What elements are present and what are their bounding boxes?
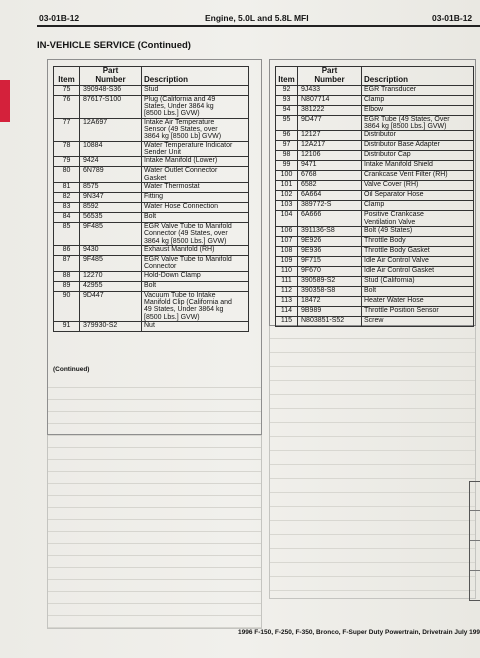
part-number-cell: 9D477	[298, 115, 362, 131]
table-row	[276, 85, 474, 95]
table-row	[54, 157, 249, 167]
item-cell: 112	[276, 286, 298, 296]
part-number-cell: 9F715	[298, 256, 362, 266]
part-number-cell: 9D447	[80, 291, 142, 321]
item-cell: 106	[276, 226, 298, 236]
description-cell: Distributor Base Adapter	[362, 141, 474, 151]
description-cell: Clamp	[362, 95, 474, 105]
adjacent-page-line	[470, 510, 480, 511]
description-cell: Fitting	[142, 193, 249, 203]
table-row	[276, 226, 474, 236]
item-cell: 95	[276, 115, 298, 131]
description-cell: Stud (California)	[362, 276, 474, 286]
part-number-cell: 6582	[298, 181, 362, 191]
table-row	[276, 276, 474, 286]
description-cell: Bolt	[142, 281, 249, 291]
table-row	[276, 306, 474, 316]
part-number-cell: 9B989	[298, 306, 362, 316]
description-cell: Idle Air Control Valve	[362, 256, 474, 266]
part-number-cell: 12270	[80, 271, 142, 281]
left-table-body	[54, 85, 249, 332]
item-cell: 101	[276, 181, 298, 191]
part-number-cell: 12A697	[80, 118, 142, 141]
part-number-cell: 9F485	[80, 223, 142, 246]
table-row	[276, 151, 474, 161]
item-cell: 79	[54, 157, 80, 167]
part-number-cell: 9430	[80, 246, 142, 256]
part-number-cell: 8592	[80, 203, 142, 213]
part-number-cell: 9F670	[298, 266, 362, 276]
item-cell: 88	[54, 271, 80, 281]
description-cell: Screw	[362, 316, 474, 326]
table-row	[54, 141, 249, 157]
adjacent-page-line	[470, 570, 480, 571]
table-row	[276, 105, 474, 115]
right-table-body	[276, 85, 474, 326]
description-cell: Throttle Position Sensor	[362, 306, 474, 316]
description-cell: Intake Air Temperature Sensor (49 States, over 3864 kg [8500 Lb] GVW)	[142, 118, 249, 141]
page-header-title: Engine, 5.0L and 5.8L MFI	[205, 13, 309, 23]
description-cell: Intake Manifold Shield	[362, 161, 474, 171]
item-cell: 91	[54, 322, 80, 332]
column-header-item: Item	[54, 67, 80, 86]
table-row	[54, 271, 249, 281]
table-row	[276, 316, 474, 326]
table-row	[276, 131, 474, 141]
part-number-cell: 12106	[298, 151, 362, 161]
item-cell: 109	[276, 256, 298, 266]
item-cell: 84	[54, 213, 80, 223]
table-header-row	[54, 67, 249, 86]
description-cell: Heater Water Hose	[362, 296, 474, 306]
part-number-cell: 12127	[298, 131, 362, 141]
item-cell: 92	[276, 85, 298, 95]
continued-label: (Continued)	[53, 366, 90, 373]
table-row	[54, 118, 249, 141]
description-cell: Oil Separator Hose	[362, 191, 474, 201]
adjacent-page-edge	[469, 481, 480, 601]
item-cell: 100	[276, 171, 298, 181]
description-cell: Water Outlet Connector Gasket	[142, 167, 249, 183]
item-cell: 82	[54, 193, 80, 203]
part-number-cell: 9E936	[298, 246, 362, 256]
item-cell: 99	[276, 161, 298, 171]
item-cell: 87	[54, 256, 80, 272]
description-cell: Distributor	[362, 131, 474, 141]
description-cell: EGR Transducer	[362, 85, 474, 95]
item-cell: 108	[276, 246, 298, 256]
item-cell: 81	[54, 183, 80, 193]
table-row	[54, 193, 249, 203]
table-row	[276, 296, 474, 306]
item-cell: 83	[54, 203, 80, 213]
section-tab-marker	[0, 80, 10, 122]
part-number-cell: 9F485	[80, 256, 142, 272]
description-cell: Throttle Body Gasket	[362, 246, 474, 256]
bleed-through-area-right	[269, 325, 476, 599]
column-header-part-number: Part Number	[298, 67, 362, 86]
page-number-right: 03-01B-12	[432, 13, 473, 23]
table-row	[54, 213, 249, 223]
table-row	[54, 256, 249, 272]
description-cell: Nut	[142, 322, 249, 332]
description-cell: Idle Air Control Gasket	[362, 266, 474, 276]
description-cell: Bolt	[362, 286, 474, 296]
item-cell: 113	[276, 296, 298, 306]
part-number-cell: 381222	[298, 105, 362, 115]
description-cell: Vacuum Tube to Intake Manifold Clip (California and 49 States, Under 3864 kg [8500 Lbs.] GVW)	[142, 291, 249, 321]
table-row	[276, 246, 474, 256]
part-number-cell: 391136-S8	[298, 226, 362, 236]
part-number-cell: N807714	[298, 95, 362, 105]
header-rule	[37, 25, 480, 27]
part-number-cell: 8575	[80, 183, 142, 193]
description-cell: Hold-Down Clamp	[142, 271, 249, 281]
part-number-cell: 42955	[80, 281, 142, 291]
part-number-cell: 9N347	[80, 193, 142, 203]
parts-table-left	[53, 66, 249, 332]
table-row	[54, 281, 249, 291]
part-number-cell: 6A664	[298, 191, 362, 201]
description-cell: EGR Valve Tube to Manifold Connector	[142, 256, 249, 272]
description-cell: Stud	[142, 85, 249, 95]
table-row	[276, 211, 474, 227]
part-number-cell: 390589-S2	[298, 276, 362, 286]
item-cell: 86	[54, 246, 80, 256]
table-row	[276, 141, 474, 151]
part-number-cell: 390358-S8	[298, 286, 362, 296]
table-row	[276, 171, 474, 181]
table-header-row	[276, 67, 474, 86]
table-row	[276, 191, 474, 201]
part-number-cell: 9471	[298, 161, 362, 171]
item-cell: 97	[276, 141, 298, 151]
item-cell: 90	[54, 291, 80, 321]
page-footer: 1996 F-150, F-250, F-350, Bronco, F-Super Duty Powertrain, Drivetrain July 199	[238, 629, 480, 636]
part-number-cell: 6N789	[80, 167, 142, 183]
table-row	[276, 115, 474, 131]
part-number-cell: 56535	[80, 213, 142, 223]
description-cell: Exhaust Manifold (RH)	[142, 246, 249, 256]
part-number-cell: 12A217	[298, 141, 362, 151]
item-cell: 77	[54, 118, 80, 141]
item-cell: 89	[54, 281, 80, 291]
item-cell: 115	[276, 316, 298, 326]
item-cell: 104	[276, 211, 298, 227]
item-cell: 103	[276, 201, 298, 211]
part-number-cell: 6A666	[298, 211, 362, 227]
part-number-cell: 10884	[80, 141, 142, 157]
description-cell: Plug (California and 49 States, Under 3864 kg [8500 Lbs.] GVW)	[142, 95, 249, 118]
description-cell: Intake Manifold (Lower)	[142, 157, 249, 167]
table-row	[54, 291, 249, 321]
parts-table-right	[275, 66, 474, 327]
item-cell: 80	[54, 167, 80, 183]
item-cell: 85	[54, 223, 80, 246]
table-row	[276, 95, 474, 105]
item-cell: 107	[276, 236, 298, 246]
description-cell: EGR Valve Tube to Manifold Connector (49 States, over 3864 kg [8500 Lbs.] GVW)	[142, 223, 249, 246]
description-cell: Elbow	[362, 105, 474, 115]
table-row	[276, 201, 474, 211]
column-header-part-number: Part Number	[80, 67, 142, 86]
column-header-description: Description	[362, 67, 474, 86]
table-row	[54, 85, 249, 95]
table-row	[54, 223, 249, 246]
table-row	[54, 322, 249, 332]
description-cell: Bolt (49 States)	[362, 226, 474, 236]
column-header-item: Item	[276, 67, 298, 86]
item-cell: 98	[276, 151, 298, 161]
item-cell: 94	[276, 105, 298, 115]
item-cell: 114	[276, 306, 298, 316]
item-cell: 102	[276, 191, 298, 201]
table-row	[276, 236, 474, 246]
table-row	[276, 181, 474, 191]
item-cell: 75	[54, 85, 80, 95]
table-row	[276, 266, 474, 276]
part-number-cell: 9424	[80, 157, 142, 167]
part-number-cell: 9J433	[298, 85, 362, 95]
section-title: IN-VEHICLE SERVICE (Continued)	[37, 40, 191, 51]
description-cell: Clamp	[362, 201, 474, 211]
table-row	[276, 161, 474, 171]
table-row	[276, 286, 474, 296]
item-cell: 111	[276, 276, 298, 286]
adjacent-page-line	[470, 540, 480, 541]
part-number-cell: 379930-S2	[80, 322, 142, 332]
table-row	[276, 256, 474, 266]
description-cell: Water Temperature Indicator Sender Unit	[142, 141, 249, 157]
page-number-left: 03-01B-12	[39, 13, 80, 23]
description-cell: Water Hose Connection	[142, 203, 249, 213]
item-cell: 78	[54, 141, 80, 157]
part-number-cell: 389772-S	[298, 201, 362, 211]
part-number-cell: N803851-S52	[298, 316, 362, 326]
part-number-cell: 18472	[298, 296, 362, 306]
description-cell: Distributor Cap	[362, 151, 474, 161]
part-number-cell: 9E926	[298, 236, 362, 246]
description-cell: Valve Cover (RH)	[362, 181, 474, 191]
description-cell: Water Thermostat	[142, 183, 249, 193]
description-cell: Throttle Body	[362, 236, 474, 246]
table-row	[54, 246, 249, 256]
item-cell: 110	[276, 266, 298, 276]
table-row	[54, 167, 249, 183]
description-cell: EGR Tube (49 States, Over 3864 kg [8500 Lbs.] GVW)	[362, 115, 474, 131]
part-number-cell: 6768	[298, 171, 362, 181]
table-row	[54, 95, 249, 118]
part-number-cell: 87617-S100	[80, 95, 142, 118]
column-header-description: Description	[142, 67, 249, 86]
item-cell: 93	[276, 95, 298, 105]
table-row	[54, 203, 249, 213]
table-row	[54, 183, 249, 193]
description-cell: Bolt	[142, 213, 249, 223]
item-cell: 96	[276, 131, 298, 141]
description-cell: Crankcase Vent Filter (RH)	[362, 171, 474, 181]
description-cell: Positive Crankcase Ventilation Valve	[362, 211, 474, 227]
part-number-cell: 390948-S36	[80, 85, 142, 95]
item-cell: 76	[54, 95, 80, 118]
